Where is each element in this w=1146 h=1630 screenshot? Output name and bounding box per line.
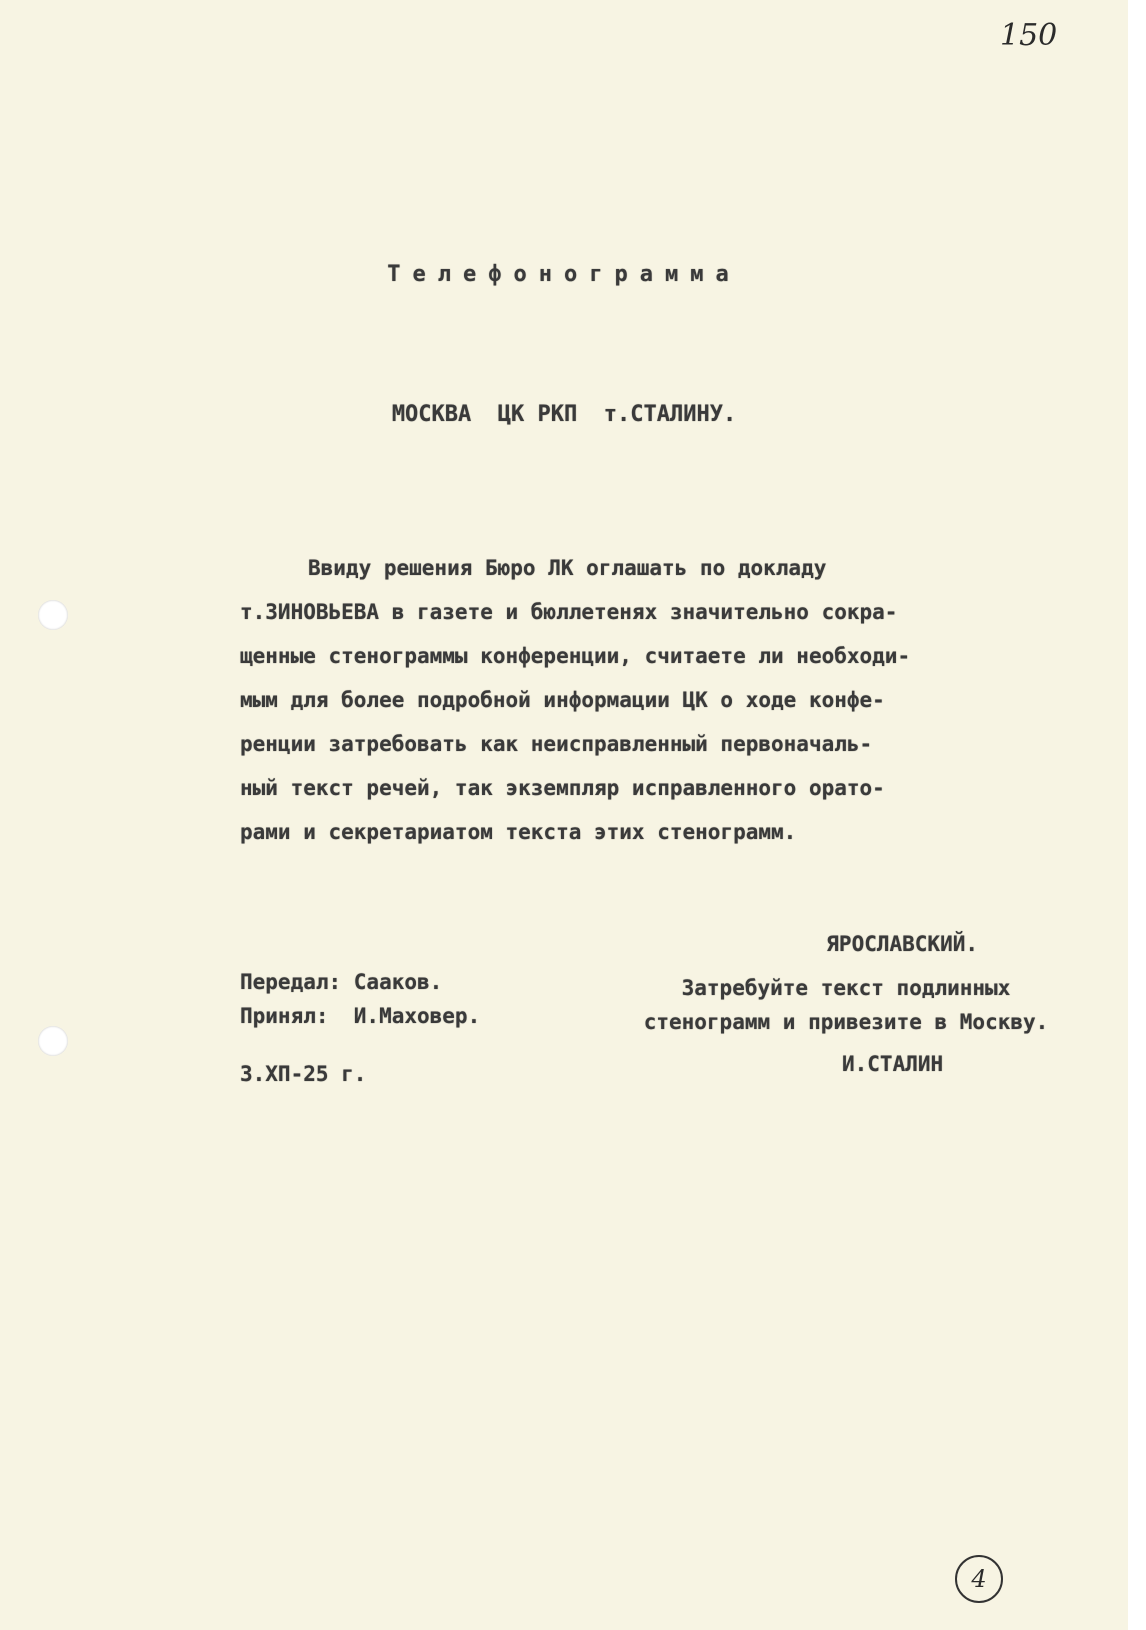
received-by: Принял: И.Маховер. (240, 1004, 481, 1028)
body-line: ный текст речей, так экземпляр исправленного орато- (240, 776, 885, 800)
sender-signature: ЯРОСЛАВСКИЙ. (826, 932, 978, 956)
transmitted-by: Передал: Сааков. (240, 970, 443, 994)
resolution-line: Затребуйте текст подлинных (681, 976, 1011, 1000)
punch-hole (38, 600, 68, 630)
body-line: рами и секретариатом текста этих стенограмм. (240, 820, 797, 844)
resolution-signature: И.СТАЛИН (842, 1052, 944, 1076)
document-date: 3.ХП-25 г. (240, 1062, 367, 1086)
body-line: ренции затребовать как неисправленный первоначаль- (240, 732, 873, 756)
sheet-number-mark: 4 (955, 1555, 1003, 1603)
punch-hole (38, 1026, 68, 1056)
body-line: щенные стенограммы конференции, считаете ли необходи- (240, 644, 911, 668)
document-title: Телефонограмма (387, 262, 741, 287)
body-line: т.ЗИНОВЬЕВА в газете и бюллетенях значительно сокра- (240, 600, 898, 624)
resolution-line: стенограмм и привезите в Москву. (643, 1010, 1049, 1034)
body-line: Ввиду решения Бюро ЛК оглашать по докладу (308, 556, 827, 580)
folio-number: 150 (1000, 18, 1058, 53)
addressee: МОСКВА ЦК РКП т.СТАЛИНУ. (391, 402, 737, 427)
page-edge (1128, 0, 1146, 1630)
body-line: мым для более подробной информации ЦК о ходе конфе- (240, 688, 885, 712)
